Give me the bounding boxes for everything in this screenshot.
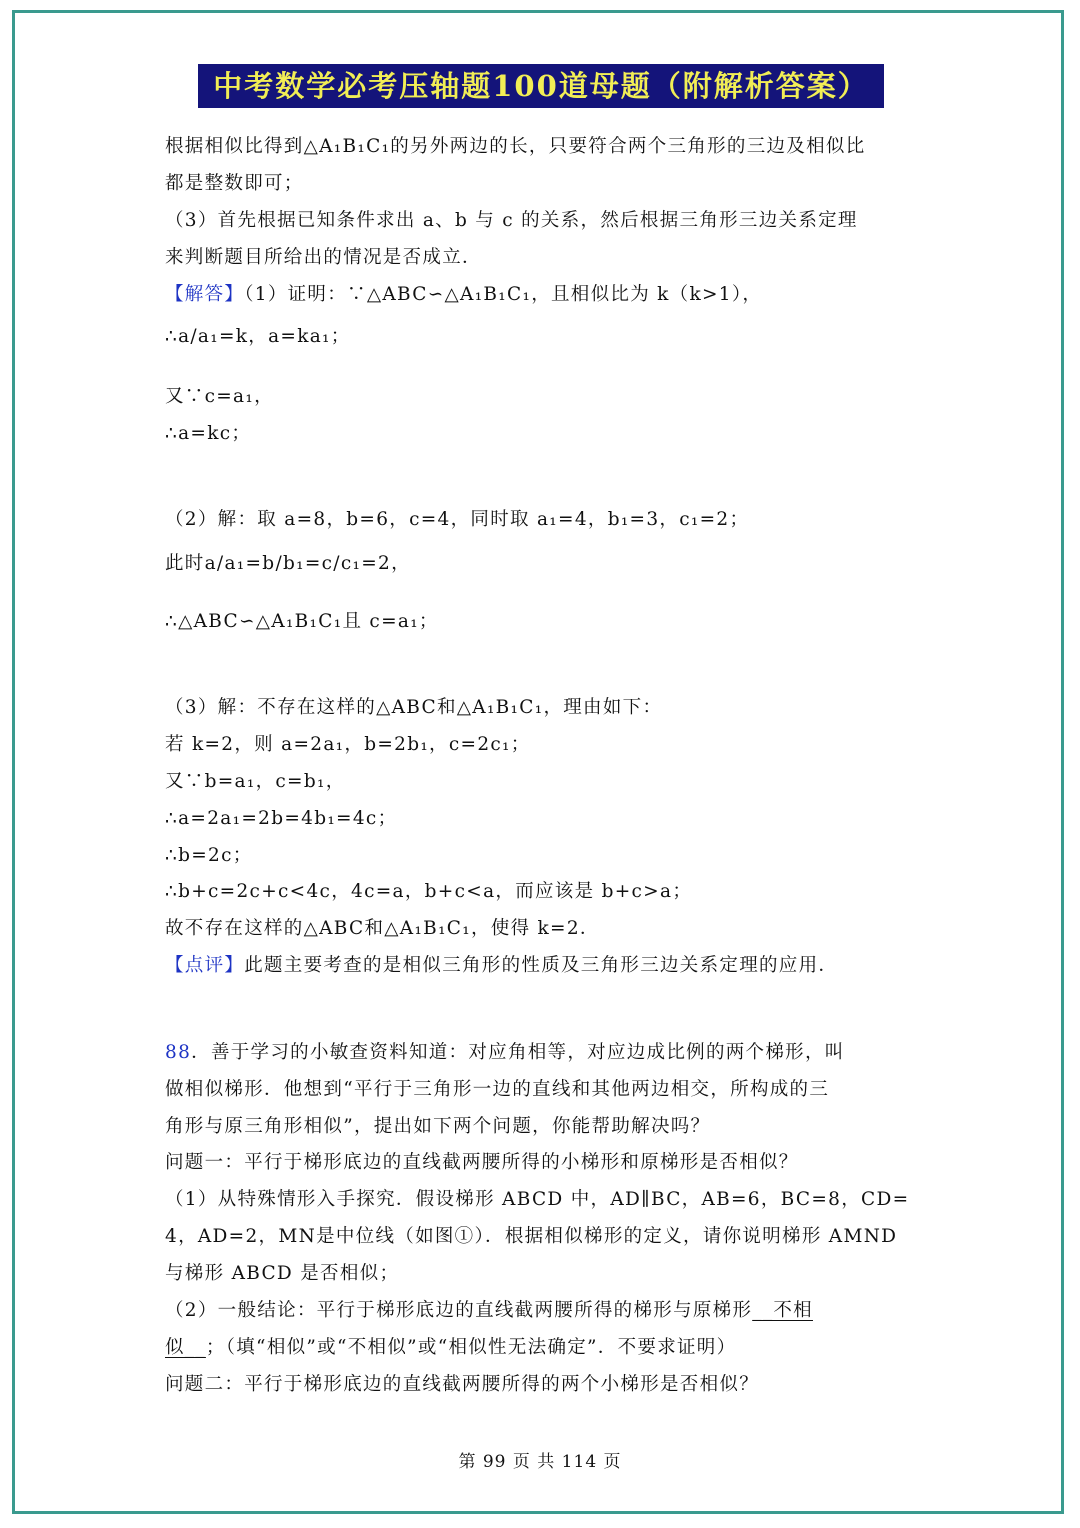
text-line: （3）首先根据已知条件求出 a、b 与 c 的关系，然后根据三角形三边关系定理 (165, 210, 858, 231)
question-line (165, 1038, 845, 1064)
page-footer: 第 99 页 共 114 页 (458, 1452, 622, 1472)
text-line: ∴b+c=2c+c<4c，4c=a，b+c<a，而应该是 b+c>a； (165, 881, 693, 902)
text-line: 若 k=2，则 a=2a₁，b=2b₁，c=2c₁； (165, 734, 531, 755)
text-line: ∴a=kc； (165, 423, 252, 444)
text-line: 此题主要考查的是相似三角形的性质及三角形三边关系定理的应用． (244, 955, 839, 976)
text-line: 做相似梯形．他想到“平行于三角形一边的直线和其他两边相交，所构成的三 (165, 1079, 830, 1100)
answer-tag: 【解答】 (165, 284, 245, 305)
text-line: 又∵c=a₁， (165, 386, 274, 407)
text-line: （1）从特殊情形入手探究．假设梯形 ABCD 中，AD∥BC，AB=6，BC=8，CD= (165, 1189, 910, 1210)
answer-blank: 似__ (165, 1337, 206, 1358)
text-line: ∴a/a₁=k，a=ka₁； (165, 326, 351, 347)
answer-line (165, 280, 762, 306)
comment-tag: 【点评】 (165, 955, 245, 976)
comment-line (165, 951, 838, 977)
page-border (12, 10, 1064, 1514)
text-line: 与梯形 ABCD 是否相似； (165, 1263, 400, 1284)
question-number: 88 (165, 1042, 192, 1063)
text-line: 根据相似比得到△A₁B₁C₁的另外两边的长，只要符合两个三角形的三边及相似比 (165, 136, 866, 157)
text-line: 故不存在这样的△ABC和△A₁B₁C₁，使得 k=2． (165, 918, 600, 939)
text-line: ∴a=2a₁=2b=4b₁=4c； (165, 808, 398, 829)
fill-in-line (165, 1333, 736, 1359)
text-line: （1）证明：∵△ABC∽△A₁B₁C₁，且相似比为 k（k>1）， (244, 284, 763, 305)
text-line: ∴△ABC∽△A₁B₁C₁且 c=a₁； (165, 611, 439, 632)
text-line: 又∵b=a₁，c=b₁， (165, 771, 346, 792)
text-line: 4，AD=2，MN是中位线（如图①）．根据相似梯形的定义，请你说明梯形 AMND (165, 1226, 898, 1247)
text-line: （2）一般结论：平行于梯形底边的直线截两腰所得的梯形与原梯形 (165, 1300, 753, 1321)
text-line: ．善于学习的小敏查资料知道：对应角相等，对应边成比例的两个梯形，叫 (191, 1042, 845, 1063)
text-line: 都是整数即可； (165, 173, 304, 194)
text-line: 来判断题目所给出的情况是否成立． (165, 247, 482, 268)
text-line: 问题二：平行于梯形底边的直线截两腰所得的两个小梯形是否相似？ (165, 1374, 760, 1395)
text-line: 此时a/a₁=b/b₁=c/c₁=2， (165, 553, 411, 574)
text-line: ∴b=2c； (165, 845, 253, 866)
text-line: 角形与原三角形相似”，提出如下两个问题，你能帮助解决吗？ (165, 1116, 711, 1137)
fill-in-line (165, 1296, 813, 1322)
answer-blank: __不相 (752, 1300, 813, 1321)
text-line: 问题一：平行于梯形底边的直线截两腰所得的小梯形和原梯形是否相似？ (165, 1152, 799, 1173)
text-line: （3）解：不存在这样的△ABC和△A₁B₁C₁，理由如下： (165, 697, 663, 718)
text-line: （2）解：取 a=8，b=6，c=4，同时取 a₁=4，b₁=3，c₁=2； (165, 509, 750, 530)
page-title: 中考数学必考压轴题100道母题（附解析答案） (198, 64, 884, 108)
text-line: ；（填“相似”或“不相似”或“相似性无法确定”．不要求证明） (205, 1337, 737, 1358)
